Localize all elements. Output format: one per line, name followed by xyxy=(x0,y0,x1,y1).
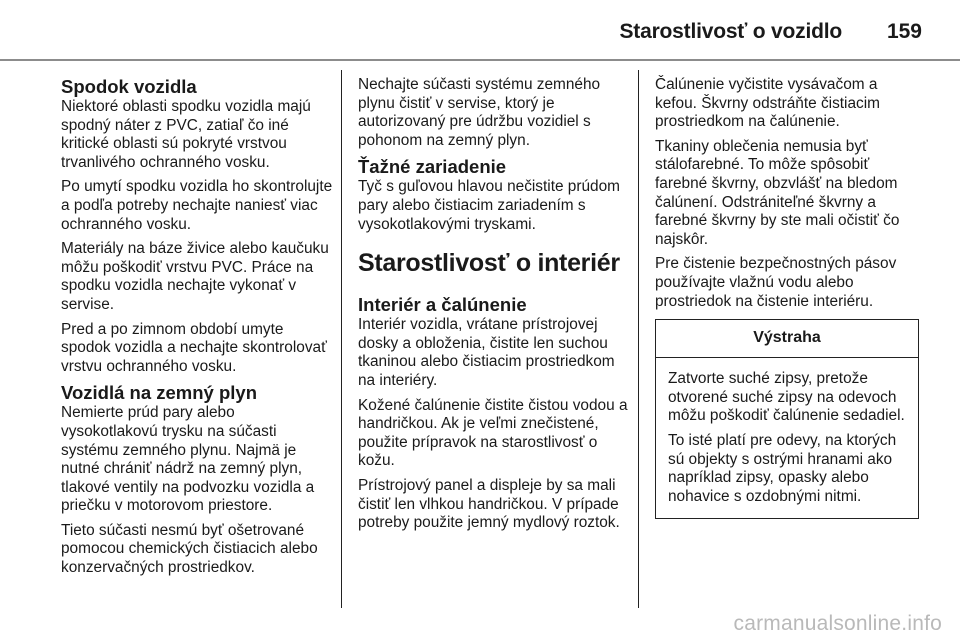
paragraph: Tieto súčasti nesmú byť ošetrované pomocou chemických čistiacich alebo konzervačných prostriedkov. xyxy=(61,521,318,577)
paragraph: Nechajte súčasti systému zemného plynu čistiť v servise, ktorý je autorizovaný pre údržbu vozidiel s pohonom na zemný plyn. xyxy=(358,76,601,149)
column-3 xyxy=(655,76,921,519)
paragraph: Tyč s guľovou hlavou nečistite prúdom pary alebo čistiacim zariadením s vysokotlakovými tryskami. xyxy=(358,178,620,233)
header-rule xyxy=(0,59,960,61)
warning-body xyxy=(656,358,918,518)
paragraph: Materiály na báze živice alebo kaučuku môžu poškodiť vrstvu PVC. Práce na spodku vozidla nechajte vykonať v servise. xyxy=(61,240,329,313)
heading-starostlivost-o-interier: Starostlivosť o interiér xyxy=(358,249,620,278)
paragraph: Po umytí spodku vozidla ho skontrolujte a podľa potreby nechajte naniesť viac ochranného vosku. xyxy=(61,178,333,233)
column-divider-1 xyxy=(341,70,342,608)
watermark: carmanualsonline.info xyxy=(733,612,942,635)
heading-tazne-zariadenie: Ťažné zariadenie xyxy=(358,156,507,178)
heading-interier-a-calunenie: Interiér a čalúnenie xyxy=(358,294,527,316)
warning-title: Výstraha xyxy=(656,320,918,358)
page-header xyxy=(0,14,960,54)
paragraph: Niektoré oblasti spodku vozidla majú spodný náter z PVC, zatiaľ čo iné kritické oblasti sú pokryté vrstvou trvanlivého ochranného vosku. xyxy=(61,98,311,171)
column-1 xyxy=(61,76,333,584)
paragraph: Tkaniny oblečenia nemusia byť stálofarebné. To môže spôsobiť farebné škvrny, obzvlášť na bledom čalúnení. Odstrániteľné škvrny a farebné škvrny by ste mali očistiť čo najskôr. xyxy=(655,137,900,248)
paragraph: Nemierte prúd pary alebo vysokotlakovú trysku na súčasti systému zemného plynu. Najmä je nutné chrániť nádrž na zemný plyn, tlakové ventily na podvozku vozidla a priečku v motorovom priestore. xyxy=(61,404,315,515)
page-number: 159 xyxy=(886,20,922,43)
paragraph: Interiér vozidla, vrátane prístrojovej dosky a obloženia, čistite len suchou tkaninou alebo čistiacim prostriedkom na interiéry. xyxy=(358,316,615,389)
warning-box xyxy=(655,319,919,519)
paragraph: Pre čistenie bezpečnostných pásov používajte vlažnú vodu alebo prostriedok na čistenie interiéru. xyxy=(655,255,897,310)
paragraph: Kožené čalúnenie čistite čistou vodou a handričkou. Ak je veľmi znečistené, použite prípravok na starostlivosť o kožu. xyxy=(358,396,628,470)
paragraph: Čalúnenie vyčistite vysávačom a kefou. Škvrny odstráňte čistiacim prostriedkom na čalúnenie. xyxy=(655,76,880,131)
heading-spodok-vozidla: Spodok vozidla xyxy=(61,76,197,97)
page-title: Starostlivosť o vozidlo xyxy=(619,20,842,43)
column-2 xyxy=(358,76,630,539)
heading-vozidla-na-zemny-plyn: Vozidlá na zemný plyn xyxy=(61,382,258,404)
paragraph: Prístrojový panel a displeje by sa mali čistiť len vlhkou handričkou. V prípade potreby použite jemný mydlový roztok. xyxy=(358,476,620,532)
column-divider-2 xyxy=(638,70,639,608)
warning-paragraph: To isté platí pre odevy, na ktorých sú objekty s ostrými hranami ako napríklad zipsy, opasky alebo nohavice s ozdobnými nitmi. xyxy=(668,431,897,505)
warning-paragraph: Zatvorte suché zipsy, pretože otvorené suché zipsy na odevoch môžu poškodiť čalúnenie sedadiel. xyxy=(668,370,905,425)
paragraph: Pred a po zimnom období umyte spodok vozidla a nechajte skontrolovať vrstvu ochranného vosku. xyxy=(61,320,327,375)
